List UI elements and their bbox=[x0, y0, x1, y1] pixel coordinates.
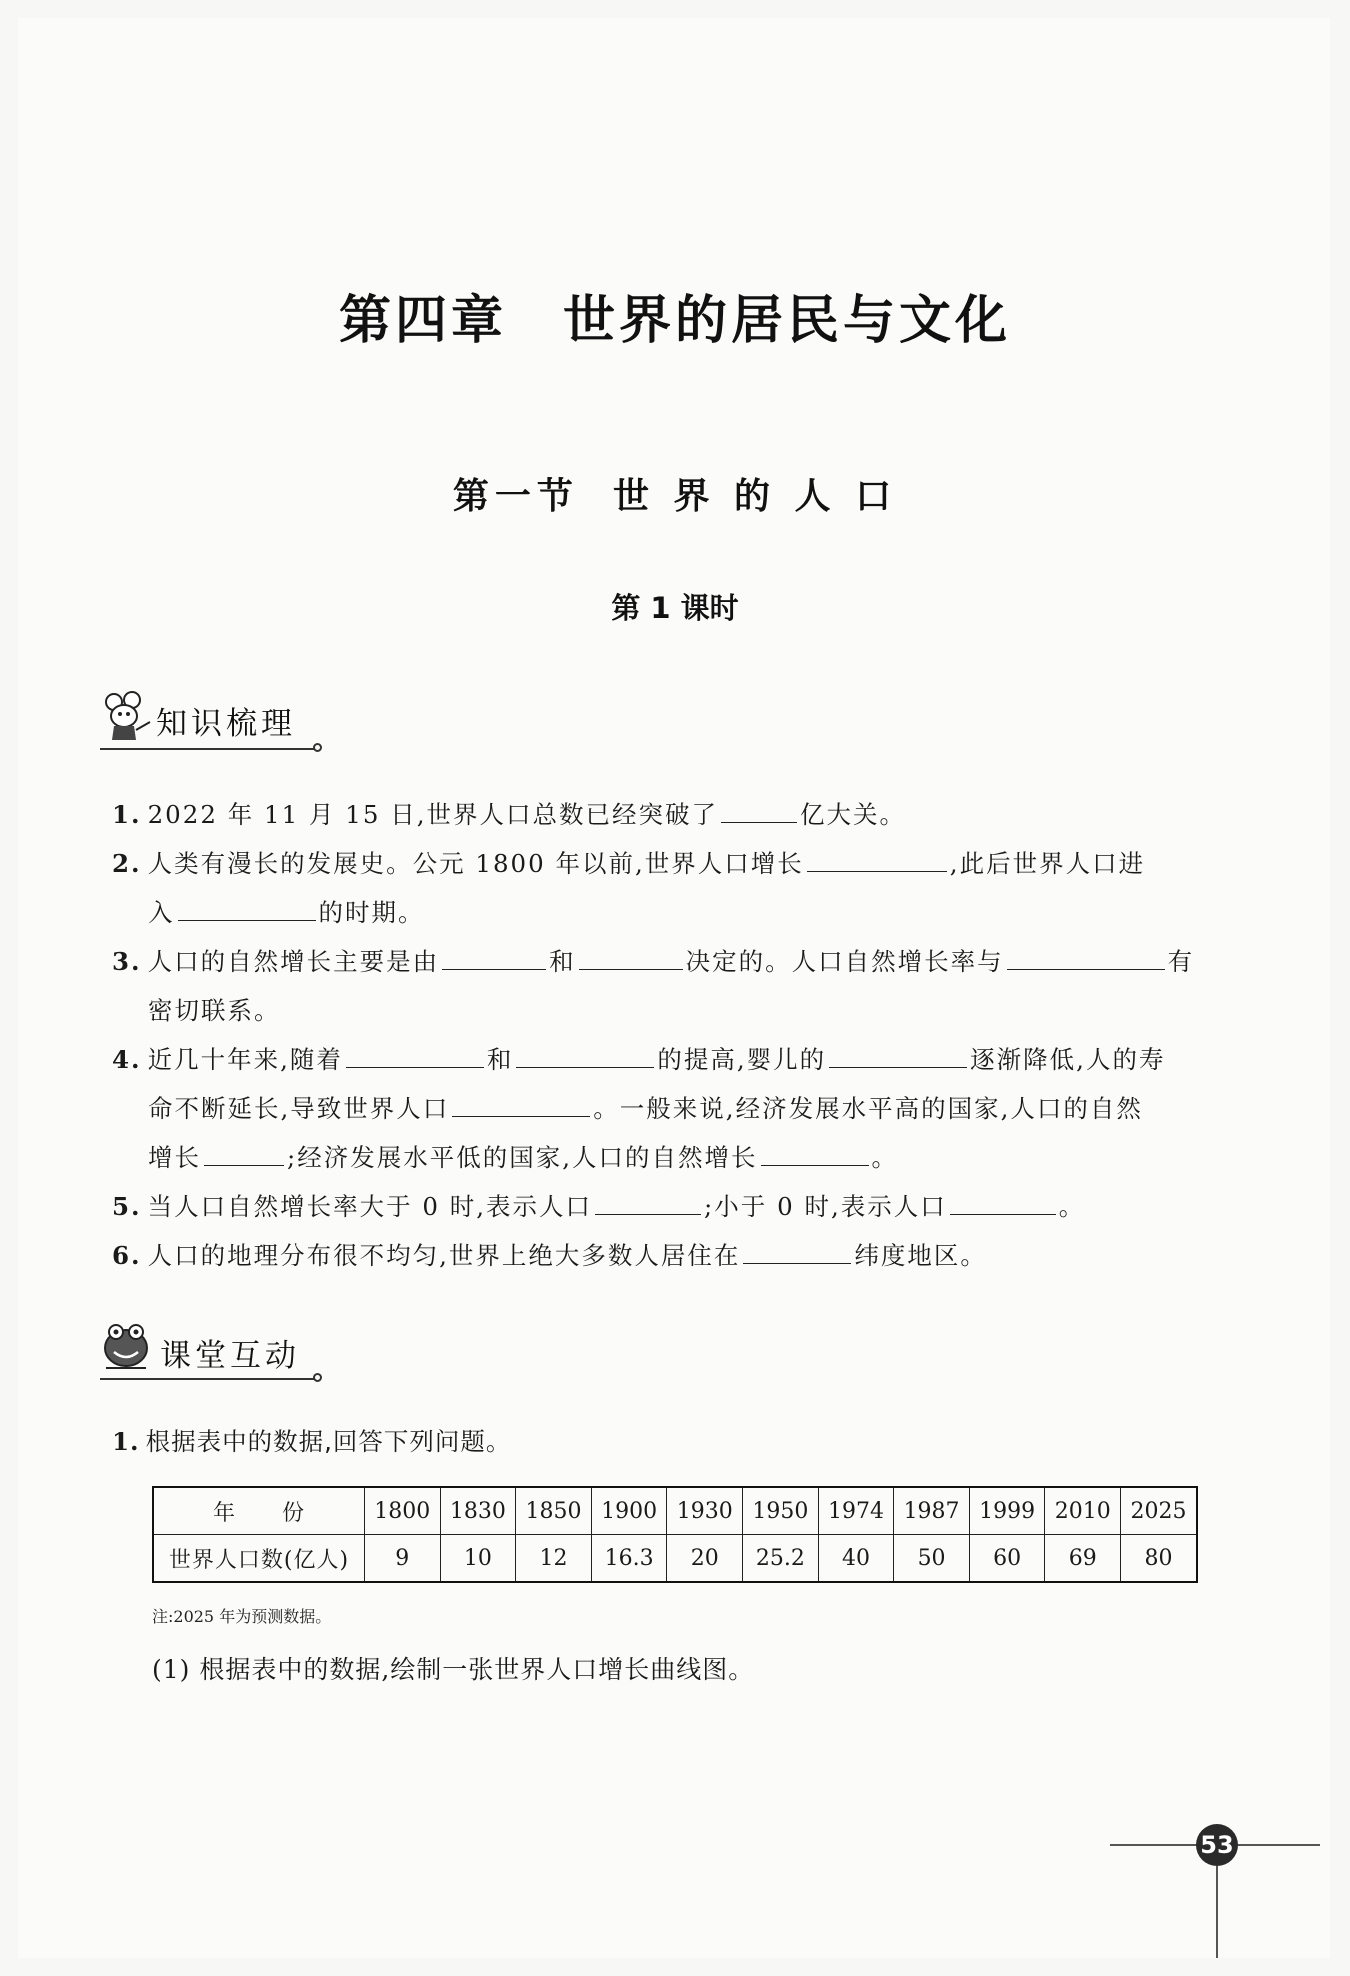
year-cell: 1930 bbox=[667, 1487, 743, 1535]
year-cell: 1974 bbox=[818, 1487, 894, 1535]
population-cell: 10 bbox=[440, 1535, 516, 1583]
answer-blank[interactable] bbox=[204, 1141, 284, 1166]
table-note: 注:2025 年为预测数据。 bbox=[152, 1607, 332, 1626]
year-cell: 1999 bbox=[969, 1487, 1045, 1535]
population-cell: 20 bbox=[667, 1535, 743, 1583]
table-row-header: 年 份 bbox=[153, 1487, 365, 1535]
knowledge-header-label: 知识梳理 bbox=[156, 706, 296, 742]
population-cell: 69 bbox=[1045, 1535, 1121, 1583]
answer-blank[interactable] bbox=[1007, 945, 1165, 970]
population-table bbox=[152, 1486, 1198, 1583]
lesson-title: 第 1 课时 bbox=[611, 591, 739, 625]
frog-mascot-icon bbox=[100, 1318, 152, 1374]
classroom-header bbox=[100, 1318, 330, 1378]
year-cell: 1850 bbox=[516, 1487, 592, 1535]
answer-blank[interactable] bbox=[743, 1239, 851, 1264]
answer-blank[interactable] bbox=[346, 1043, 484, 1068]
population-cell: 80 bbox=[1121, 1535, 1197, 1583]
knowledge-item-1: 1. 2022 年 11 月 15 日,世界人口总数已经突破了 亿大关。 bbox=[112, 800, 907, 829]
answer-blank[interactable] bbox=[829, 1043, 967, 1068]
answer-blank[interactable] bbox=[442, 945, 546, 970]
population-cell: 12 bbox=[516, 1535, 592, 1583]
year-cell: 1800 bbox=[365, 1487, 441, 1535]
population-cell: 60 bbox=[969, 1535, 1045, 1583]
knowledge-item-5: 5. 当人口自然增长率大于 0 时,表示人口 ;小于 0 时,表示人口 。 bbox=[112, 1192, 1086, 1221]
knowledge-item-2: 2. 人类有漫长的发展史。公元 1800 年以前,世界人口增长 ,此后世界人口进 入 的时期。 bbox=[112, 849, 1146, 927]
classroom-question-1: 1. 根据表中的数据,回答下列问题。 bbox=[112, 1427, 512, 1456]
answer-blank[interactable] bbox=[950, 1190, 1056, 1215]
table-row bbox=[153, 1487, 1197, 1535]
year-cell: 2025 bbox=[1121, 1487, 1197, 1535]
answer-blank[interactable] bbox=[452, 1092, 590, 1117]
knowledge-item-4: 4. 近几十年来,随着 和 的提高,婴儿的 逐渐降低,人的寿 命不断延长,导致世界人口 。一般来说,经济发展水平高的国家,人口的自然 增长 ;经济发展水平低的国家,人口的自然增长 。 bbox=[112, 1045, 1166, 1172]
population-cell: 16.3 bbox=[591, 1535, 667, 1583]
population-cell: 9 bbox=[365, 1535, 441, 1583]
population-cell: 40 bbox=[818, 1535, 894, 1583]
knowledge-header bbox=[100, 690, 330, 750]
chapter-title: 第四章 世界的居民与文化 bbox=[338, 291, 1012, 351]
answer-blank[interactable] bbox=[595, 1190, 701, 1215]
answer-blank[interactable] bbox=[721, 798, 797, 823]
answer-blank[interactable] bbox=[761, 1141, 869, 1166]
table-row bbox=[153, 1535, 1197, 1583]
mouse-mascot-icon bbox=[100, 690, 152, 746]
year-cell: 1830 bbox=[440, 1487, 516, 1535]
page-number-rule bbox=[1216, 1866, 1218, 1958]
answer-blank[interactable] bbox=[807, 847, 947, 872]
page-number: 53 bbox=[1196, 1824, 1238, 1866]
sub-question-1: (1) 根据表中的数据,绘制一张世界人口增长曲线图。 bbox=[152, 1655, 755, 1684]
population-cell: 25.2 bbox=[743, 1535, 819, 1583]
year-cell: 1950 bbox=[743, 1487, 819, 1535]
classroom-header-label: 课堂互动 bbox=[160, 1338, 300, 1374]
table-row-header: 世界人口数(亿人) bbox=[153, 1535, 365, 1583]
population-cell: 50 bbox=[894, 1535, 970, 1583]
year-cell: 2010 bbox=[1045, 1487, 1121, 1535]
year-cell: 1900 bbox=[591, 1487, 667, 1535]
knowledge-item-3: 3. 人口的自然增长主要是由 和 决定的。人口自然增长率与 有 密切联系。 bbox=[112, 947, 1195, 1025]
knowledge-item-6: 6. 人口的地理分布很不均匀,世界上绝大多数人居住在 纬度地区。 bbox=[112, 1241, 987, 1270]
year-cell: 1987 bbox=[894, 1487, 970, 1535]
answer-blank[interactable] bbox=[178, 896, 316, 921]
answer-blank[interactable] bbox=[516, 1043, 654, 1068]
answer-blank[interactable] bbox=[579, 945, 683, 970]
section-title: 第一节 世 界 的 人 口 bbox=[452, 475, 898, 517]
